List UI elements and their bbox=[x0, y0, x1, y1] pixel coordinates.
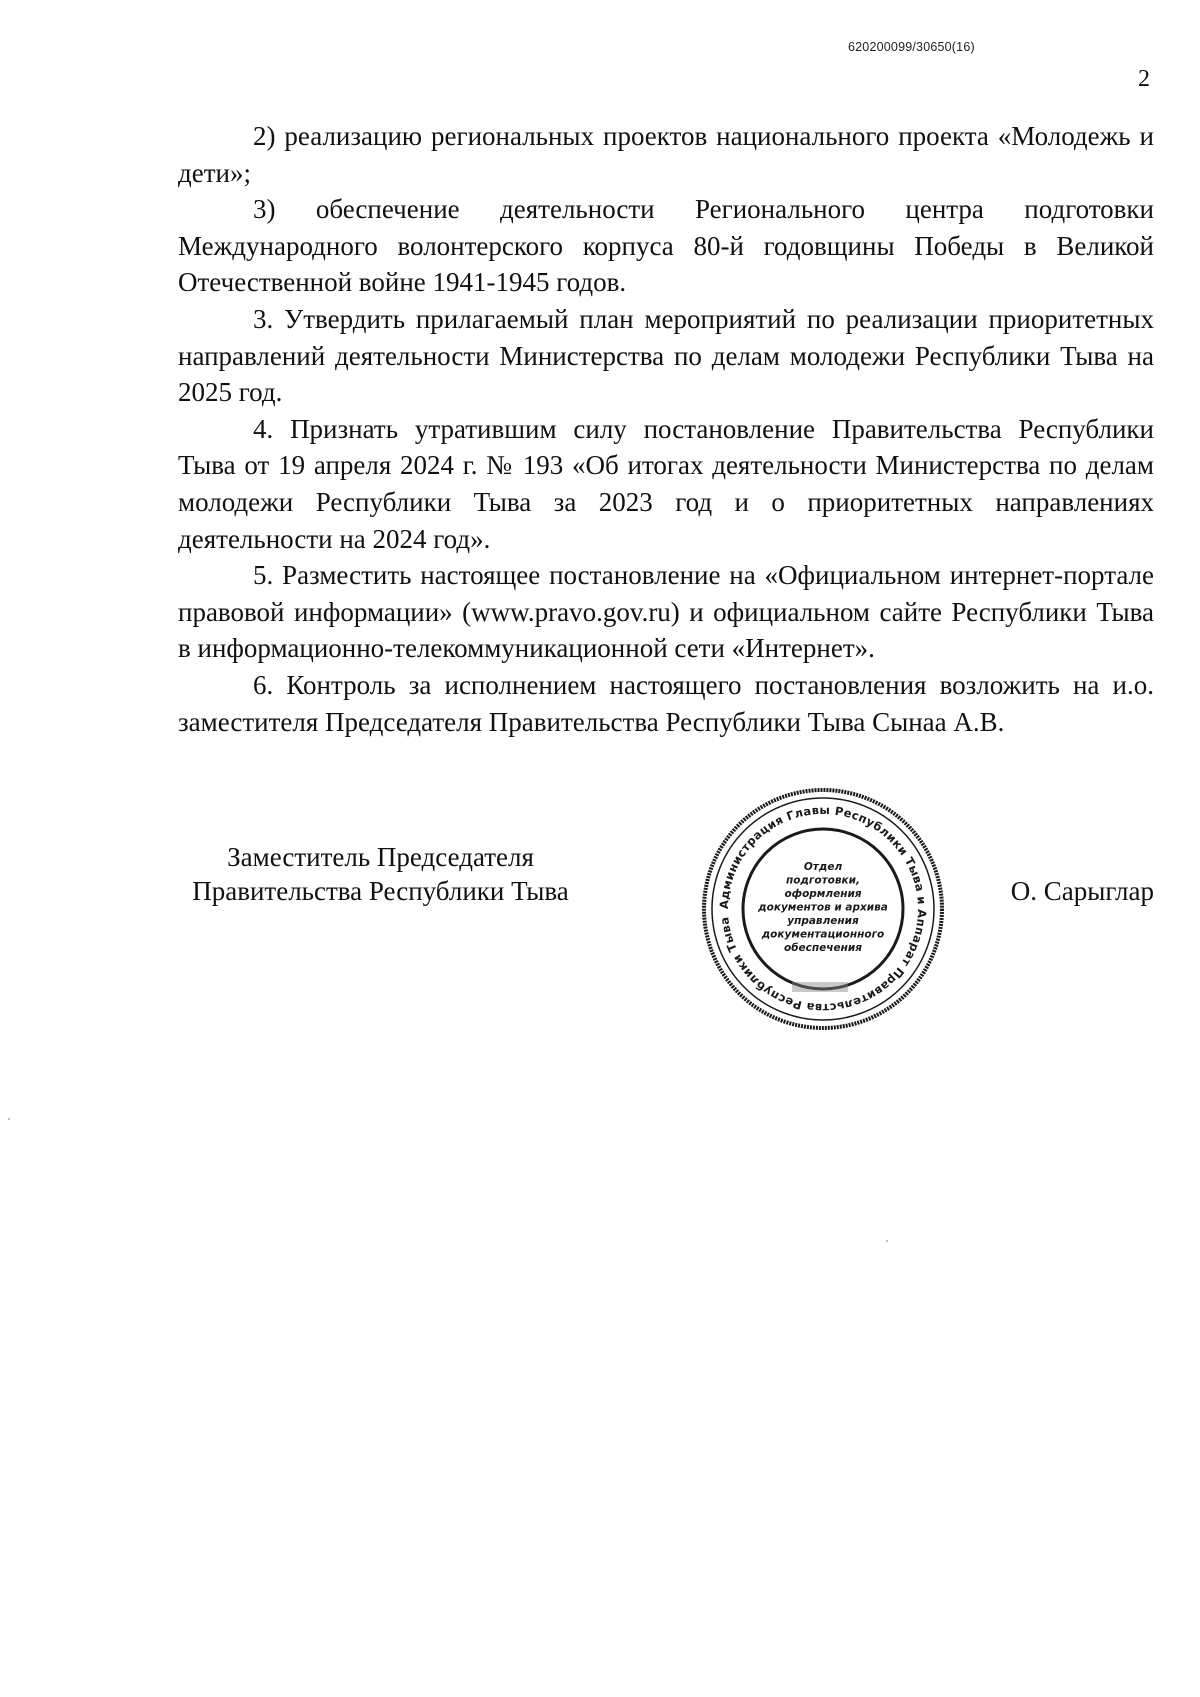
stamp-center-line: управления bbox=[787, 915, 859, 927]
signatory-title-line2: Правительства Республики Тыва bbox=[192, 876, 569, 906]
stamp-center-line: документационного bbox=[761, 928, 885, 941]
paragraph-item-3: 3) обеспечение деятельности Регионального центра подготовки Международного волонтерского корпуса 80-й годовщины Победы в Великой Отечественной войне 1941-1945 годов. bbox=[178, 194, 1154, 298]
stamp-center-line: Отдел bbox=[803, 861, 843, 873]
stamp-smudge bbox=[792, 982, 848, 992]
paragraph-item-2: 2) реализацию региональных проектов национального проекта «Молодежь и дети»; bbox=[178, 121, 1154, 188]
stamp-center-line: обеспечения bbox=[784, 942, 862, 954]
stamp-center-line: документов и архива bbox=[758, 901, 888, 914]
document-id: 620200099/30650(16) bbox=[848, 40, 975, 54]
paragraph-point-5: 5. Разместить настоящее постановление на «Официальном интернет-портале правовой информации» (www.pravo.gov.ru) и официальном сайте Республики Тыва в информационно-телекоммуникационной сети «Интернет». bbox=[178, 560, 1154, 664]
stamp-ring-text: Администрация Главы Республики Тыва и Аппарат Правительства Республики Тыва bbox=[716, 802, 930, 1016]
document-body bbox=[178, 118, 1154, 740]
stamp-center-line: оформления bbox=[784, 888, 862, 900]
official-stamp bbox=[700, 786, 946, 1032]
scan-speck bbox=[8, 1118, 10, 1120]
paragraph-point-4: 4. Признать утратившим силу постановление Правительства Республики Тыва от 19 апреля 2024 г. № 193 «Об итогах деятельности Министерства по делам молодежи Республики Тыва за 2023 год и о приоритетных направлениях деятельности на 2024 год». bbox=[178, 413, 1154, 554]
scan-speck bbox=[886, 1240, 888, 1242]
paragraph-point-3: 3. Утвердить прилагаемый план мероприятий по реализации приоритетных направлений деятельности Министерства по делам молодежи Республики Тыва на 2025 год. bbox=[178, 303, 1154, 408]
signatory-title bbox=[178, 840, 583, 908]
stamp-center-line: подготовки, bbox=[785, 874, 861, 887]
signature-block bbox=[178, 802, 1154, 1040]
paragraph-point-6: 6. Контроль за исполнением настоящего постановления возложить на и.о. заместителя Председателя Правительства Республики Тыва Сынаа А.В. bbox=[178, 669, 1154, 737]
signatory-name: О. Сарыглар bbox=[1010, 876, 1154, 906]
signatory-title-line1: Заместитель Председателя bbox=[227, 842, 534, 872]
page-number: 2 bbox=[1138, 66, 1150, 92]
stamp-seal-graphic bbox=[700, 786, 946, 1032]
